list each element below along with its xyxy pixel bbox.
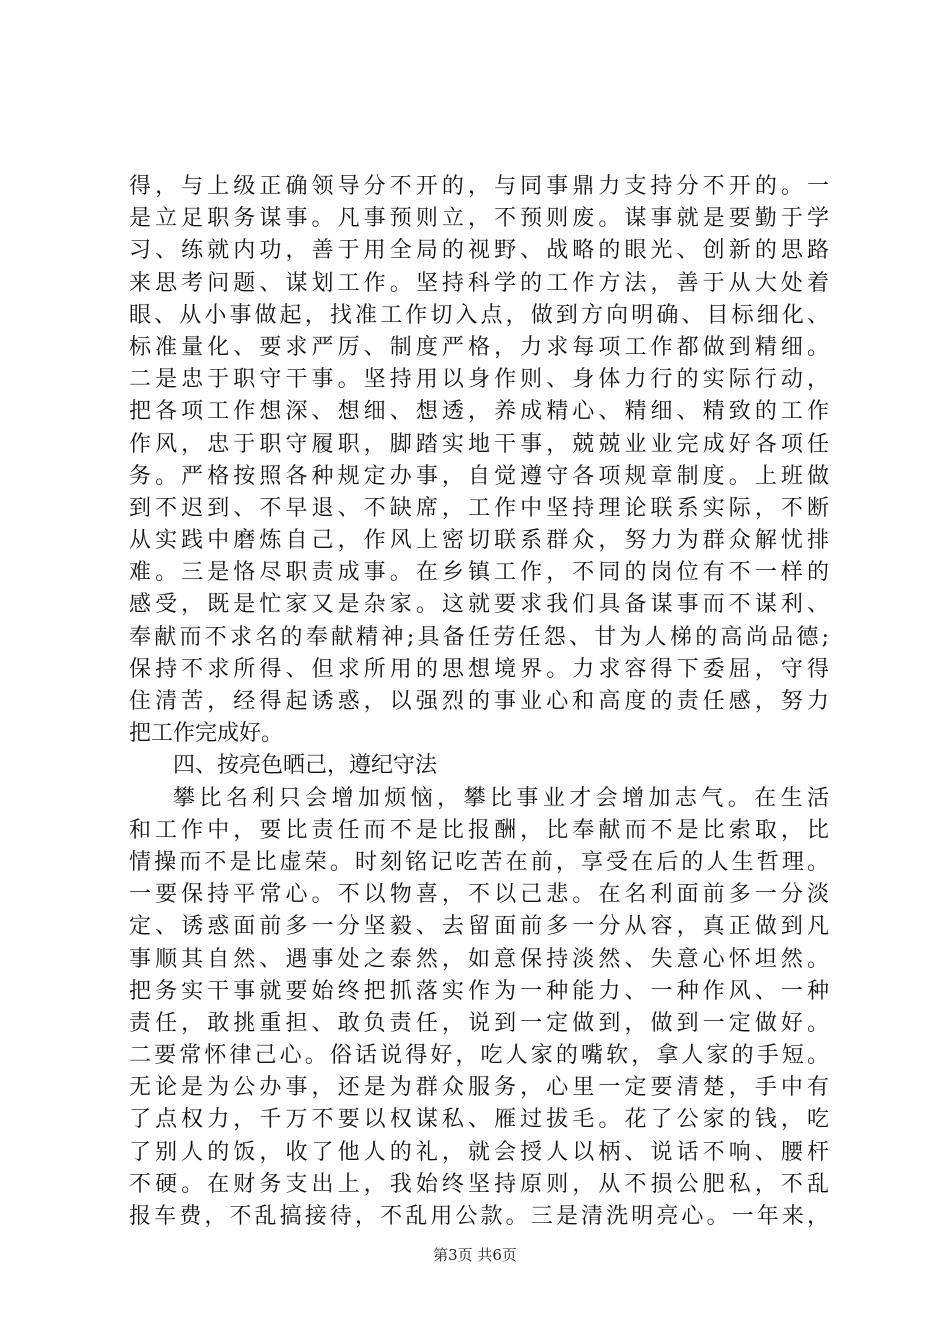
text-line: 得，与上级正确领导分不开的，与同事鼎力支持分不开的。一 [129, 174, 829, 199]
text-line: 和工作中，要比责任而不是比报酬，比奉献而不是比索取，比 [129, 817, 829, 843]
text-line: 难。三是恪尽职责成事。在乡镇工作，不同的岗位有不一样的 [129, 560, 829, 586]
text-line: 了点权力，千万不要以权谋私、雁过拔毛。花了公家的钱，吃 [129, 1107, 829, 1133]
text-line: 定、诱惑面前多一分坚毅、去留面前多一分从容，真正做到凡 [129, 914, 829, 940]
text-line: 把务实干事就要始终把抓落实作为一种能力、一种作风、一种 [129, 978, 829, 1004]
text-line: 二是忠于职守干事。坚持用以身作则、身体力行的实际行动， [129, 367, 829, 393]
text-line: 不硬。在财务支出上，我始终坚持原则，从不损公肥私，不乱 [129, 1171, 829, 1197]
text-line: 无论是为公办事，还是为群众服务，心里一定要清楚，手中有 [129, 1075, 829, 1101]
text-line: 情操而不是比虚荣。时刻铭记吃苦在前，享受在后的人生哲理。 [129, 849, 829, 875]
body-text [129, 171, 829, 1233]
text-line: 事顺其自然、遇事处之泰然，如意保持淡然、失意心怀坦然。 [129, 946, 829, 972]
text-line: 保持不求所得、但求所用的思想境界。力求容得下委屈，守得 [129, 656, 829, 682]
section-heading: 四、按亮色晒己，遵纪守法 [173, 753, 438, 779]
text-line: 责任，敢挑重担、敢负责任，说到一定做到，做到一定做好。 [129, 1010, 829, 1036]
text-line: 了别人的饭，收了他人的礼，就会授人以柄、说话不响、腰杆 [129, 1139, 829, 1165]
text-line: 眼、从小事做起，找准工作切入点，做到方向明确、目标细化、 [129, 302, 829, 328]
text-line: 标准量化、要求严厉、制度严格，力求每项工作都做到精细。 [129, 334, 829, 360]
text-line: 是立足职务谋事。凡事预则立，不预则废。谋事就是要勤于学 [129, 206, 829, 232]
text-line: 务。严格按照各种规定办事，自觉遵守各项规章制度。上班做 [129, 463, 829, 489]
text-line: 攀比名利只会增加烦恼，攀比事业才会增加志气。在生活 [173, 785, 829, 811]
text-line: 报车费，不乱搞接待，不乱用公款。三是清洗明亮心。一年来， [129, 1204, 829, 1229]
text-line: 奉献而不求名的奉献精神;具备任劳任怨、甘为人梯的高尚品德; [129, 624, 829, 650]
text-line: 从实践中磨炼自己，作风上密切联系群众，努力为群众解忧排 [129, 528, 829, 554]
text-line: 感受，既是忙家又是杂家。这就要求我们具备谋事而不谋利、 [129, 592, 829, 618]
text-line: 来思考问题、谋划工作。坚持科学的工作方法，善于从大处着 [129, 270, 829, 296]
text-line: 一要保持平常心。不以物喜，不以己悲。在名利面前多一分淡 [129, 882, 829, 908]
page-number-footer: 第3页 共6页 [433, 1246, 517, 1264]
text-line: 住清苦，经得起诱惑，以强烈的事业心和高度的责任感，努力 [129, 689, 829, 714]
text-line: 习、练就内功，善于用全局的视野、战略的眼光、创新的思路 [129, 238, 829, 264]
text-line: 作风，忠于职守履职，脚踏实地干事，兢兢业业完成好各项任 [129, 431, 829, 457]
text-line: 把各项工作想深、想细、想透，养成精心、精细、精致的工作 [129, 399, 829, 425]
text-line: 到不迟到、不早退、不缺席，工作中坚持理论联系实际，不断 [129, 495, 829, 521]
text-line: 把工作完成好。 [129, 721, 284, 747]
text-line: 二要常怀律己心。俗话说得好，吃人家的嘴软，拿人家的手短。 [129, 1043, 829, 1069]
